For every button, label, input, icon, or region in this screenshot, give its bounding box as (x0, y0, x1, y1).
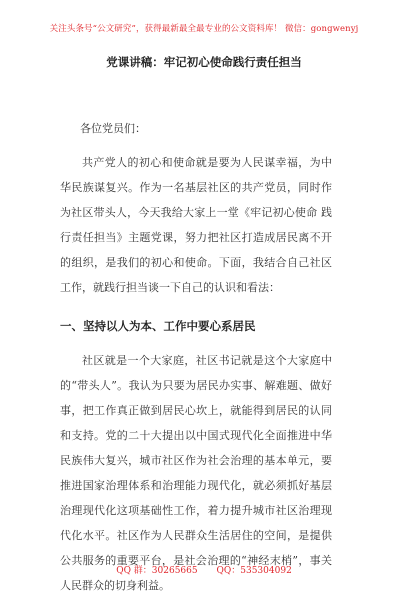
paragraph-section-1: 社区就是一个大家庭，社区书记就是这个大家庭中的“带头人”。我认为只要为居民办实事、解难题、做好事，把工作真正做到居民心坎上，就能得到居民的认同和支持。党的二十大提出以中国式现代化全面推进中华民族伟大复兴，城市社区作为社会治理的基本单元，要推进国家治理体系和治理能力现代化，就必须抓好基层治理现代化这项基础性工作，着力提升城市社区治理现代化水平。社区作为人民群众生活居住的空间，是提供公共服务的重要平台，是社会治理的“神经末梢”，事关人民群众的切身利益。 (60, 354, 332, 592)
footer-contact (0, 563, 408, 576)
salutation: 各位党员们： (80, 122, 146, 135)
section-heading-1: 一、坚持以人为本、工作中要心系居民 (60, 319, 256, 333)
document-title: 党课讲稿：牢记初心使命践行责任担当 (106, 55, 302, 69)
footer-qq-group: QQ 群：30265665 (116, 566, 198, 576)
header-banner: 关注头条号“公文研究”，获得最新最全最专业的公文资料库！ 微信：gongwenyj (49, 24, 359, 34)
footer-qq: QQ：535304092 (216, 566, 292, 576)
paragraph-intro: 共产党人的初心和使命就是要为人民谋幸福，为中华民族谋复兴。作为一名基层社区的共产党员，同时作为社区带头人，今天我给大家上一堂《牢记初心使命 践行责任担当》主题党课，努力把社区打造成居民离不开的组织，是我们的初心和使命。下面，我结合自己社区工作，就践行担当谈一下自己的认识和看法： (60, 156, 332, 294)
